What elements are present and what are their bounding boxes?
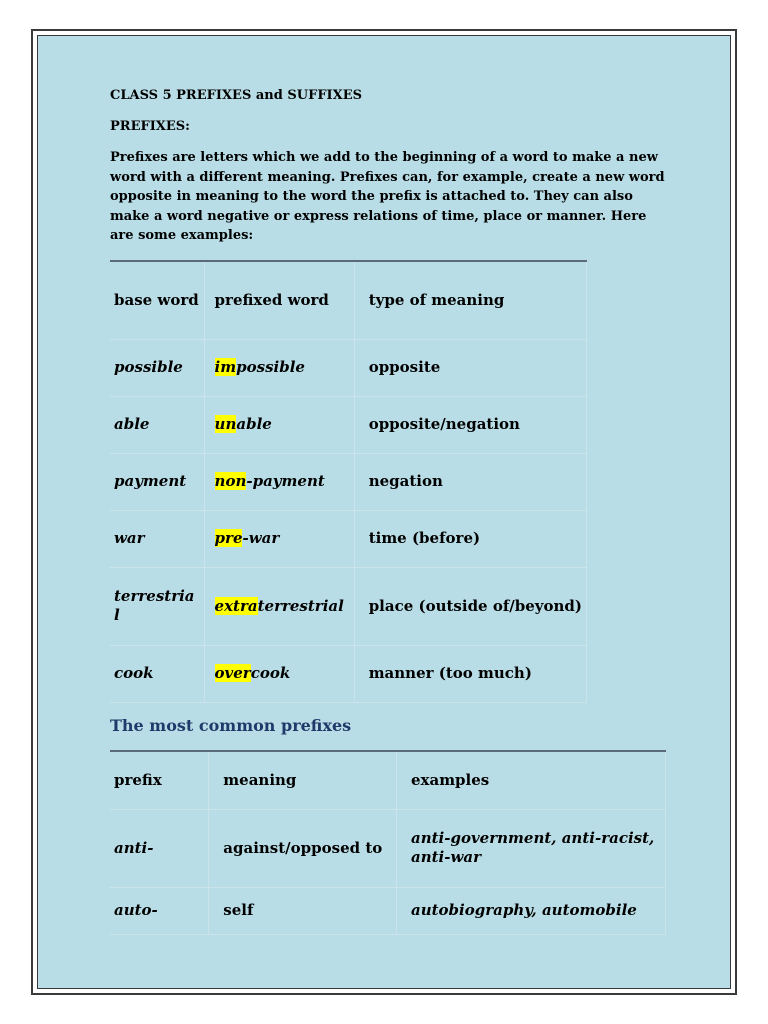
word-remainder: able [236,415,272,433]
meaning-cell: self [209,887,397,934]
table-row [110,809,666,887]
meaning-cell: manner (too much) [354,645,586,702]
table-row [110,339,587,396]
word-remainder: cook [250,664,291,682]
prefix-examples-table [110,260,587,703]
prefixed-word-cell [204,567,354,645]
common-prefixes-table [110,750,666,935]
table-row [110,396,587,453]
header-base-word: base word [110,261,204,339]
word-remainder: -war [242,529,280,547]
intro-paragraph: Prefixes are letters which we add to the beginning of a word to make a new word with a different meaning. Prefixes can, for example, create a new word opposite in meaning to the word the prefix is attached to. They can also make a word negative or express relations of time, place or manner. Here are some examples: [110,150,665,244]
word-remainder: terrestrial [257,596,344,615]
prefixed-word-cell [204,396,354,453]
word-remainder: -payment [246,472,325,490]
table-row [110,887,666,934]
base-word-cell: possible [110,339,204,396]
prefix-highlight: im [214,358,237,376]
header-examples: examples [396,751,665,809]
section-heading: PREFIXES: [110,119,190,134]
prefix-highlight: extra [214,596,258,615]
examples-cell: anti-government, anti-racist, anti-war [396,809,665,887]
document-title: CLASS 5 PREFIXES and SUFFIXES [110,88,363,103]
prefixed-word-cell [204,339,354,396]
prefix-highlight: un [214,415,237,433]
meaning-cell: opposite/negation [354,396,586,453]
meaning-cell: time (before) [354,510,586,567]
prefixed-word-cell [204,453,354,510]
header-meaning: meaning [209,751,397,809]
meaning-cell: negation [354,453,586,510]
prefix-highlight: pre [214,529,243,547]
base-word-cell: able [110,396,204,453]
word-remainder: possible [236,358,305,376]
meaning-cell: place (outside of/beyond) [354,567,586,645]
examples-cell: autobiography, automobile [396,887,665,934]
prefix-cell: auto- [110,887,209,934]
prefix-cell: anti- [110,809,209,887]
common-prefixes-heading: The most common prefixes [110,716,352,735]
meaning-cell: opposite [354,339,586,396]
document-body [110,86,670,246]
prefixed-word-cell [204,645,354,702]
table-row [110,645,587,702]
table-header-row [110,261,587,339]
table-row [110,453,587,510]
base-word-cell: terrestrial [110,567,204,645]
prefix-highlight: non [214,472,247,490]
base-word-cell: war [110,510,204,567]
header-prefixed-word: prefixed word [204,261,354,339]
meaning-cell: against/opposed to [209,809,397,887]
base-word-cell: cook [110,645,204,702]
table-row [110,510,587,567]
table-row [110,567,587,645]
base-word-cell: payment [110,453,204,510]
prefix-highlight: over [214,664,251,682]
table-header-row [110,751,666,809]
header-type-of-meaning: type of meaning [354,261,586,339]
header-prefix: prefix [110,751,209,809]
prefixed-word-cell [204,510,354,567]
